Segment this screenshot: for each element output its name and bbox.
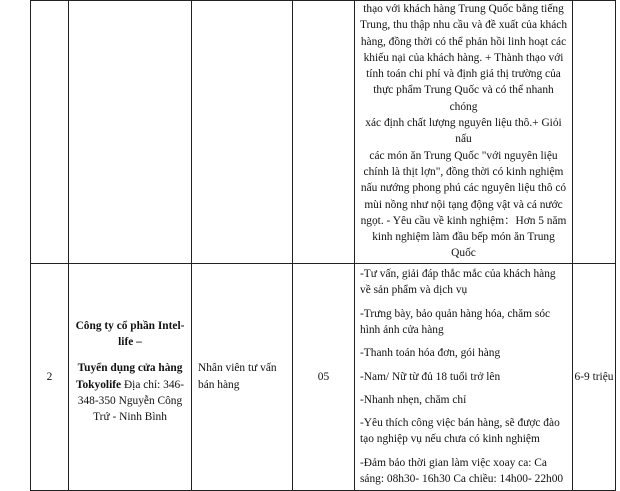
table-row <box>31 1 616 264</box>
company-address-block <box>75 360 185 425</box>
description-cell <box>355 1 573 264</box>
salary-cell <box>573 1 616 264</box>
quantity-cell: 05 <box>293 263 355 490</box>
description-line: mùi nồng như nội tạng động vật và cá nước <box>364 198 563 211</box>
description-line: chính là thịt lợn", đồng thời có kinh nghiệm <box>363 165 564 178</box>
requirement-item: -Tư vấn, giải đáp thắc mắc của khách hàng về sản phẩm và dịch vụ <box>360 268 556 297</box>
stt-cell <box>31 1 69 264</box>
requirement-item: -Trưng bày, bảo quản hàng hóa, chăm sóc hình ảnh cửa hàng <box>360 307 551 336</box>
requirement-item: -Nhanh nhẹn, chăm chỉ <box>360 393 467 406</box>
description-line: thạo với khách hàng Trung Quốc bằng tiếng <box>363 3 564 15</box>
stt-cell: 2 <box>31 263 69 490</box>
position-cell: Nhân viên tư vấn bán hàng <box>192 263 293 490</box>
description-line: xác định chất lượng nguyên liệu thô.+ Giỏi nấu <box>365 117 562 146</box>
description-line: Trung, thu thập nhu cầu và đề xuất của khách <box>359 19 568 32</box>
quantity-cell <box>293 1 355 264</box>
requirement-item: -Đảm bảo thời gian làm việc xoay ca: Ca sáng: 08h30- 16h30 Ca chiều: 14h00- 22h00 <box>360 456 564 486</box>
description-line: kinh nghiệm làm đầu bếp món ăn Trung Quốc <box>372 231 555 260</box>
description-cell <box>355 263 573 490</box>
description-line: khiếu nại của khách hàng. + Thành thạo với <box>363 51 564 64</box>
recruit-label: Tuyển dụng cửa hàng Tokyolife <box>75 362 183 391</box>
company-address: Địa chỉ: 346-348-350 Nguyễn Công Trứ - Ninh Bình <box>77 378 185 424</box>
requirement-item: -Yêu thích công việc bán hàng, sẽ được đào tạo nghiệp vụ nếu chưa có kinh nghiệm <box>360 417 560 446</box>
requirement-item: -Nam/ Nữ từ đủ 18 tuổi trở lên <box>360 370 501 383</box>
requirement-item: -Thanh toán hóa đơn, gói hàng <box>360 347 501 360</box>
description-line: nấu nướng phong phú các nguyên liệu thô có <box>360 182 567 195</box>
position-cell <box>192 1 293 264</box>
description-line: hàng, đồng thời có thể phản hồi linh hoạt các <box>360 35 567 48</box>
company-cell <box>69 1 192 264</box>
table-row <box>31 263 616 490</box>
description-line: các món ăn Trung Quốc "với nguyên liệu <box>369 149 558 162</box>
description-line: ngọt. - Yêu cầu về kinh nghiệm：Hơn 5 năm <box>360 214 567 227</box>
job-listing-table <box>30 0 616 491</box>
company-cell <box>69 263 192 490</box>
description-line: thực phẩm Trung Quốc và có thể nhanh chóng <box>373 84 554 113</box>
salary-cell: 6-9 triệu <box>573 263 616 490</box>
description-line: tính toán chi phí và định giá thị trường của <box>366 68 561 81</box>
company-name: Công ty cổ phần Intel-life – <box>75 319 185 349</box>
